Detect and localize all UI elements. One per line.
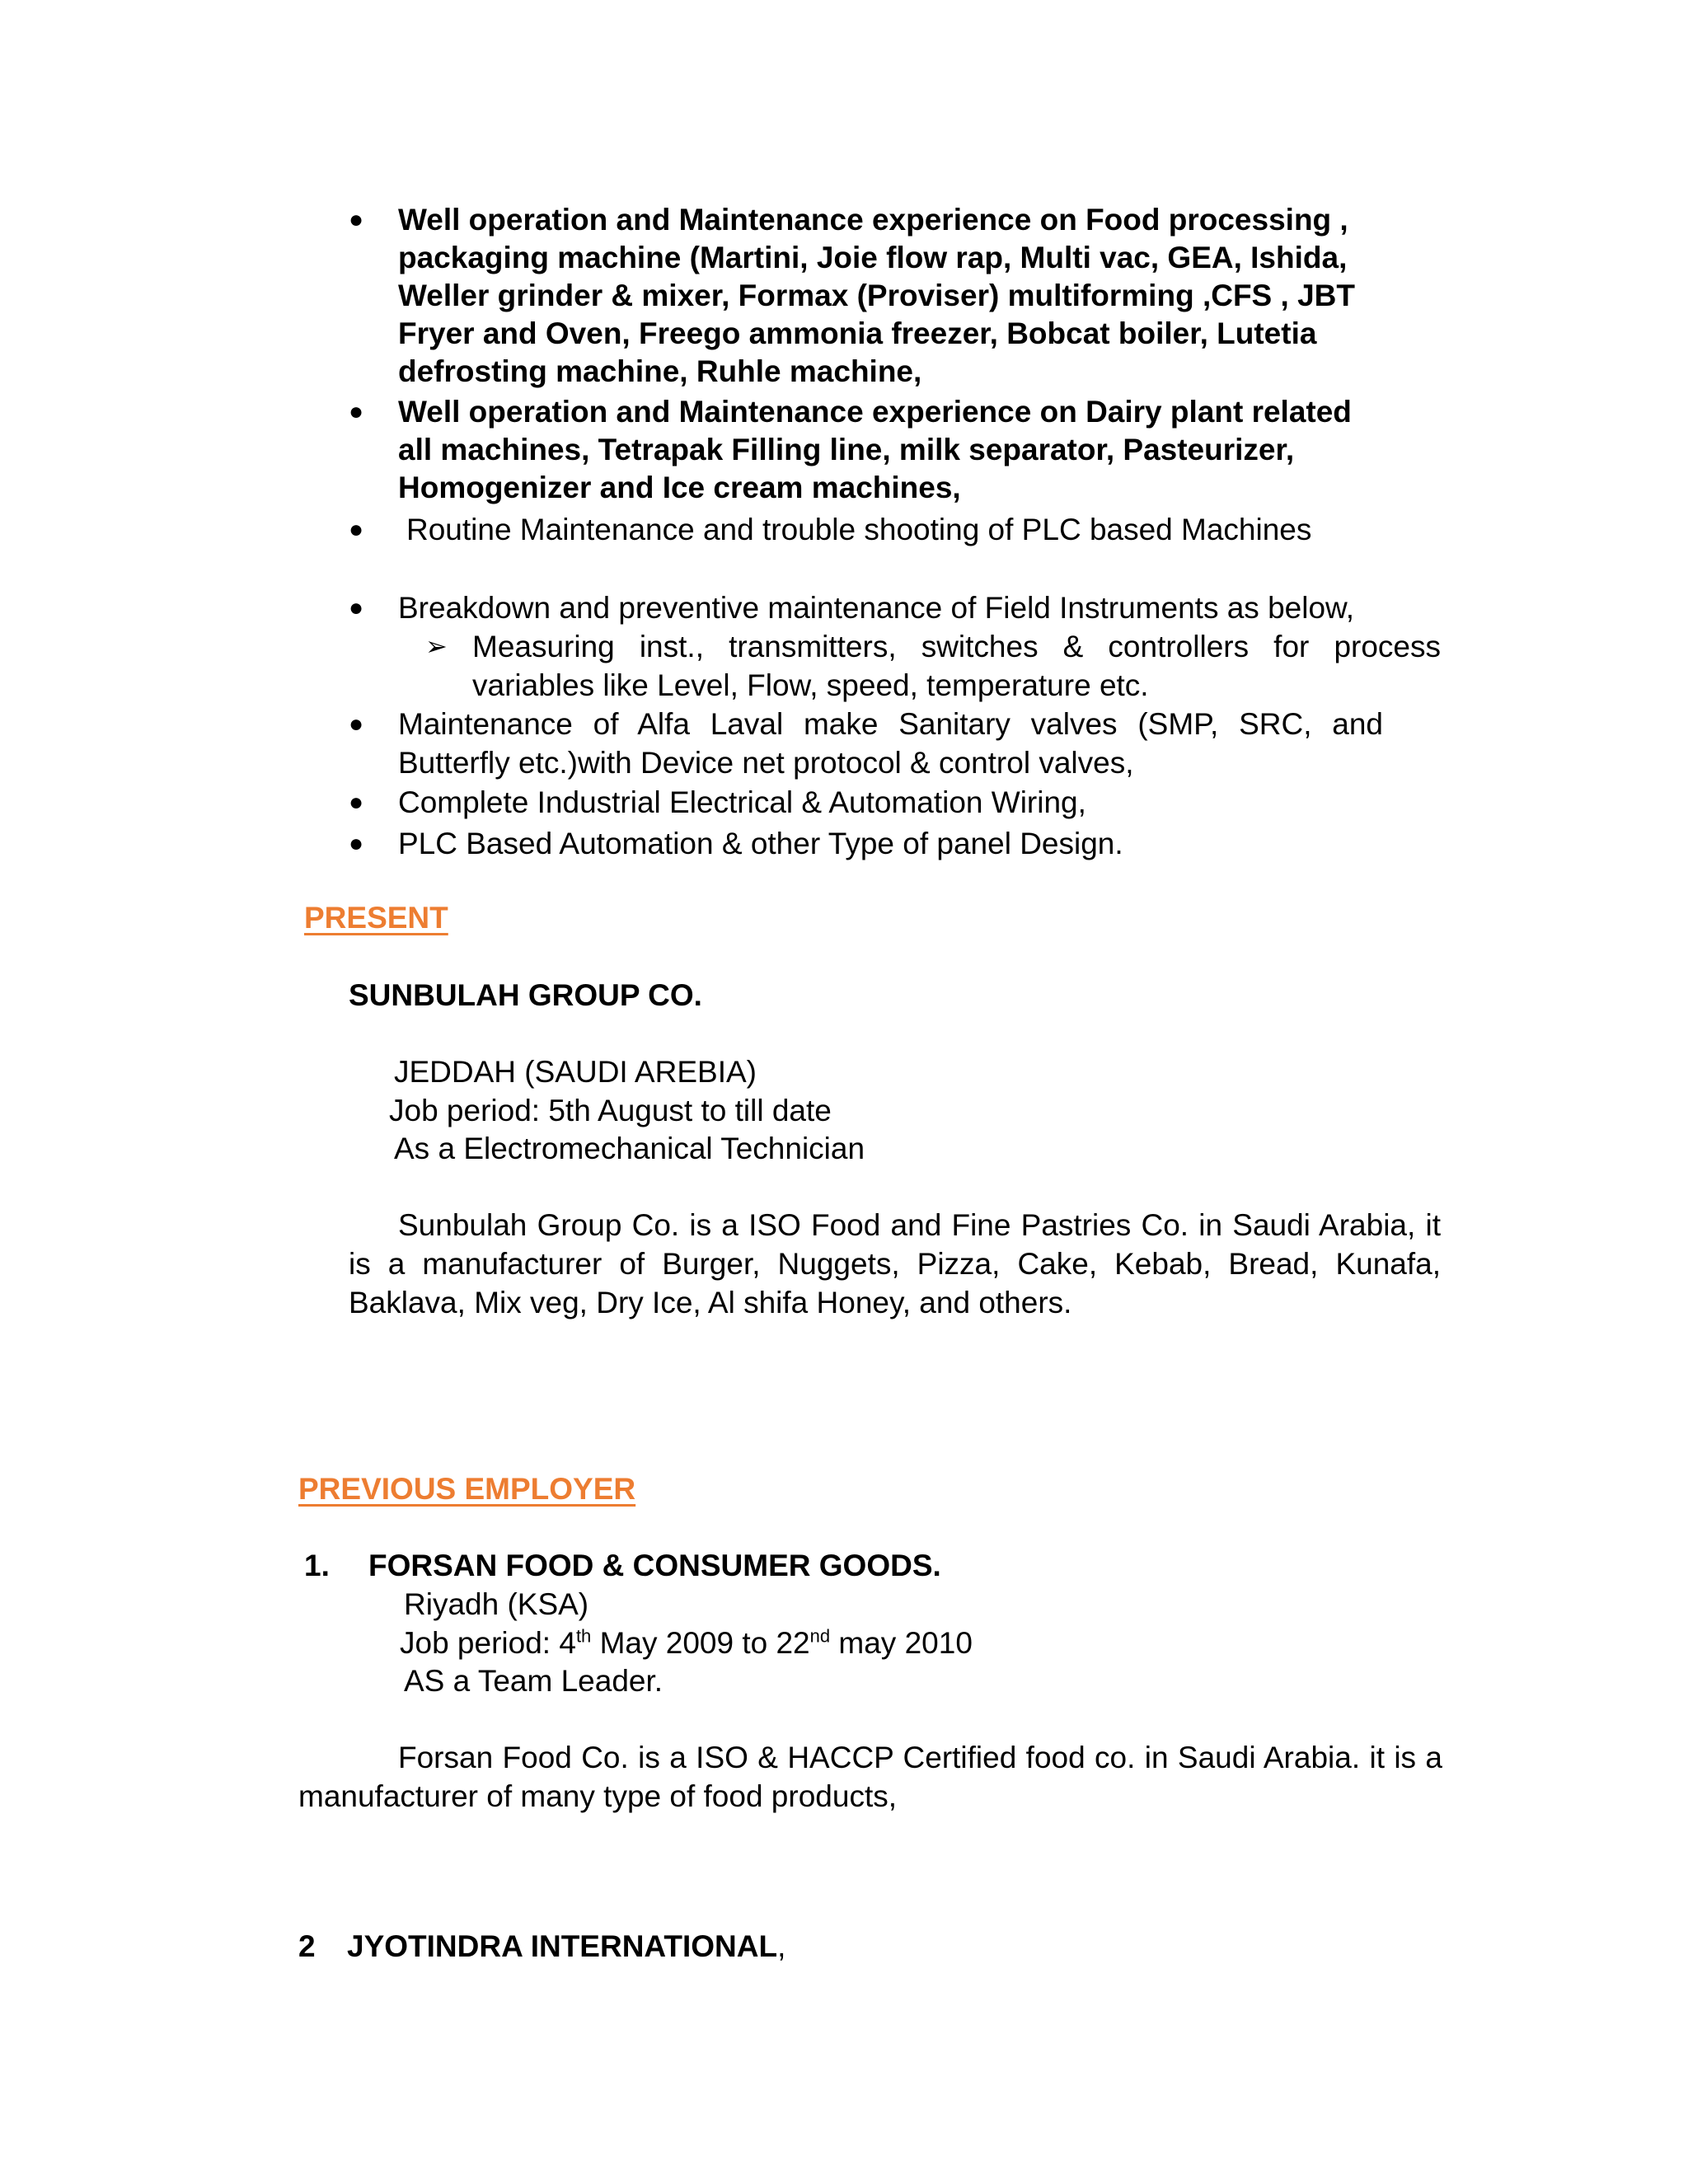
present-heading: PRESENT <box>304 901 448 935</box>
skill-item-3: Routine Maintenance and trouble shooting of PLC based Machines <box>406 513 1312 546</box>
skill-item-1-line-3: Weller grinder & mixer, Formax (Proviser) multiforming ,CFS , JBT <box>398 279 1355 312</box>
skill-item-6: Complete Industrial Electrical & Automation Wiring, <box>398 785 1086 819</box>
skill-item-1-line-4: Fryer and Oven, Freego ammonia freezer, Bobcat boiler, Lutetia <box>398 316 1317 350</box>
employer-2-heading <box>347 1927 785 1966</box>
employer-1-job-period: Job period: 4th May 2009 to 22nd may 2010 <box>400 1625 973 1660</box>
skill-item-1-line-1: Well operation and Maintenance experience on Food processing , <box>398 203 1348 237</box>
bullet-icon: ● <box>349 710 364 738</box>
employer-1-role: AS a Team Leader. <box>404 1664 663 1698</box>
skill-item-2-line-1: Well operation and Maintenance experience on Dairy plant related <box>398 395 1352 429</box>
present-description: Sunbulah Group Co. is a ISO Food and Fine Pastries Co. in Saudi Arabia, it is a manufacturer of Burger, Nuggets, Pizza, Cake, Kebab, Bread, Kunafa, Baklava, Mix veg, Dry Ice, Al shifa Honey, and others. <box>349 1208 1441 1319</box>
bullet-icon: ● <box>349 594 364 621</box>
employer-1-company: FORSAN FOOD & CONSUMER GOODS. <box>368 1549 941 1582</box>
skill-item-2-line-2: all machines, Tetrapak Filling line, milk separator, Pasteurizer, <box>398 433 1295 466</box>
skill-item-4-subitem: Measuring inst., transmitters, switches & controllers for process variables like Level, Flow, speed, temperature etc. <box>472 630 1441 702</box>
bullet-icon: ● <box>349 206 364 233</box>
skill-item-7: PLC Based Automation & other Type of panel Design. <box>398 827 1123 860</box>
employer-1-description: Forsan Food Co. is a ISO & HACCP Certified food co. in Saudi Arabia. it is a manufacturer of many type of food products, <box>298 1741 1442 1813</box>
employer-2-comma: , <box>777 1929 786 1963</box>
skill-item-1-line-2: packaging machine (Martini, Joie flow rap, Multi vac, GEA, Ishida, <box>398 241 1348 274</box>
present-job-period: Job period: 5th August to till date <box>389 1094 832 1127</box>
employer-1-number: 1. <box>304 1549 330 1582</box>
employer-1-location: Riyadh (KSA) <box>404 1587 589 1621</box>
skill-item-5: Maintenance of Alfa Laval make Sanitary valves (SMP, SRC, and Butterfly etc.)with Device net protocol & control valves, <box>398 707 1383 780</box>
skill-item-1-line-5: defrosting machine, Ruhle machine, <box>398 354 922 388</box>
arrow-bullet-icon: ➢ <box>425 631 448 661</box>
bullet-icon: ● <box>349 789 364 816</box>
employer-2-company: JYOTINDRA INTERNATIONAL <box>347 1929 778 1963</box>
skill-item-4: Breakdown and preventive maintenance of Field Instruments as below, <box>398 591 1354 625</box>
employer-2-number: 2 <box>298 1929 316 1963</box>
bullet-icon: ● <box>349 516 364 543</box>
bullet-icon: ● <box>349 398 364 425</box>
skill-item-2-line-3: Homogenizer and Ice cream machines, <box>398 471 961 504</box>
present-location: JEDDAH (SAUDI AREBIA) <box>394 1055 757 1089</box>
present-company: SUNBULAH GROUP CO. <box>349 978 702 1012</box>
bullet-icon: ● <box>349 830 364 857</box>
present-role: As a Electromechanical Technician <box>394 1132 865 1165</box>
previous-employer-heading: PREVIOUS EMPLOYER <box>298 1472 636 1506</box>
